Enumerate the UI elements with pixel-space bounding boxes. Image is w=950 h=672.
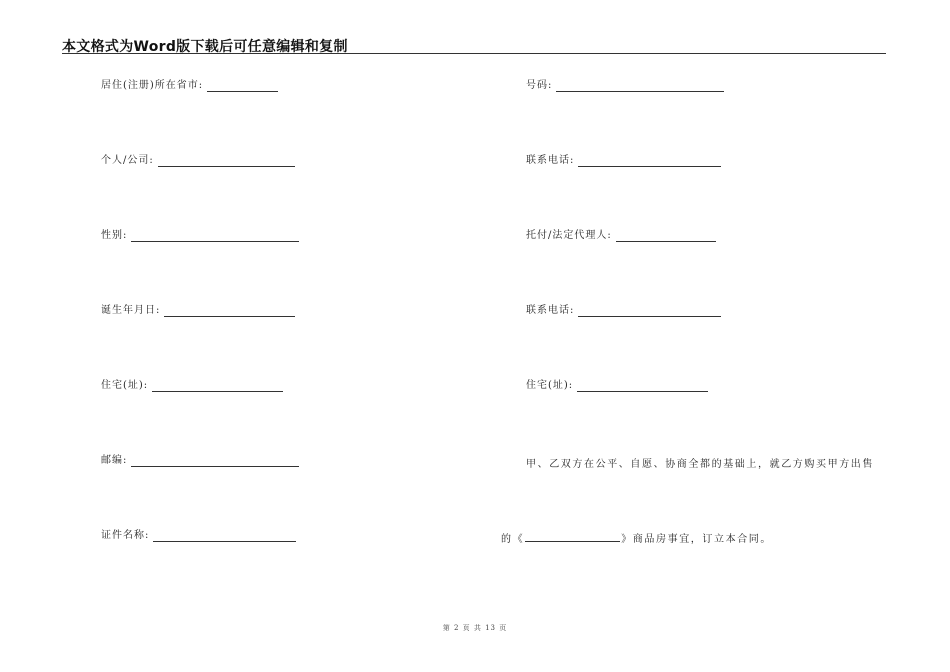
line2-suffix: 》商品房事宜，订立本合同。 [621, 534, 773, 545]
individual-company-blank[interactable] [158, 156, 295, 167]
field-agent-address [526, 380, 708, 392]
phone-blank[interactable] [578, 156, 721, 167]
field-label: 住宅(址): [526, 380, 574, 391]
field-label: 住宅(址): [101, 380, 149, 391]
residence-address-blank[interactable] [152, 381, 283, 392]
field-label: 个人/公司: [101, 155, 154, 166]
field-individual-company [101, 155, 295, 167]
field-birth-date [101, 305, 295, 317]
gender-blank[interactable] [131, 231, 299, 242]
field-label: 号码: [526, 80, 553, 91]
agent-phone-blank[interactable] [578, 306, 721, 317]
legal-agent-blank[interactable] [616, 231, 716, 242]
number-blank[interactable] [556, 81, 724, 92]
field-residence-province [101, 80, 278, 92]
field-label: 托付/法定代理人: [526, 230, 612, 241]
header-divider [62, 53, 886, 54]
field-postal-code [101, 455, 299, 467]
field-number [526, 80, 724, 92]
line2-prefix: 的《 [501, 534, 525, 545]
field-id-name [101, 530, 296, 542]
field-agent-phone [526, 305, 721, 317]
document-header-title: 本文格式为Word版下载后可任意编辑和复制 [62, 39, 348, 55]
agreement-paragraph-line1: 甲、乙双方在公平、自愿、协商全都的基础上，就乙方购买甲方出售 [526, 459, 874, 470]
field-gender [101, 230, 299, 242]
field-residence-address [101, 380, 283, 392]
agreement-paragraph-line2 [501, 530, 772, 545]
page-footer: 第 2 页 共 13 页 [442, 624, 508, 632]
field-label: 邮编: [101, 455, 128, 466]
field-legal-agent [526, 230, 716, 242]
residence-province-blank[interactable] [207, 81, 278, 92]
property-name-blank[interactable] [525, 532, 620, 542]
field-label: 联系电话: [526, 305, 575, 316]
field-label: 性别: [101, 230, 128, 241]
field-label: 证件名称: [101, 530, 150, 541]
id-name-blank[interactable] [153, 531, 296, 542]
field-phone [526, 155, 721, 167]
postal-code-blank[interactable] [131, 456, 299, 467]
field-label: 诞生年月日: [101, 305, 161, 316]
birth-date-blank[interactable] [164, 306, 295, 317]
field-label: 联系电话: [526, 155, 575, 166]
agent-address-blank[interactable] [577, 381, 708, 392]
field-label: 居住(注册)所在省市: [101, 80, 204, 91]
